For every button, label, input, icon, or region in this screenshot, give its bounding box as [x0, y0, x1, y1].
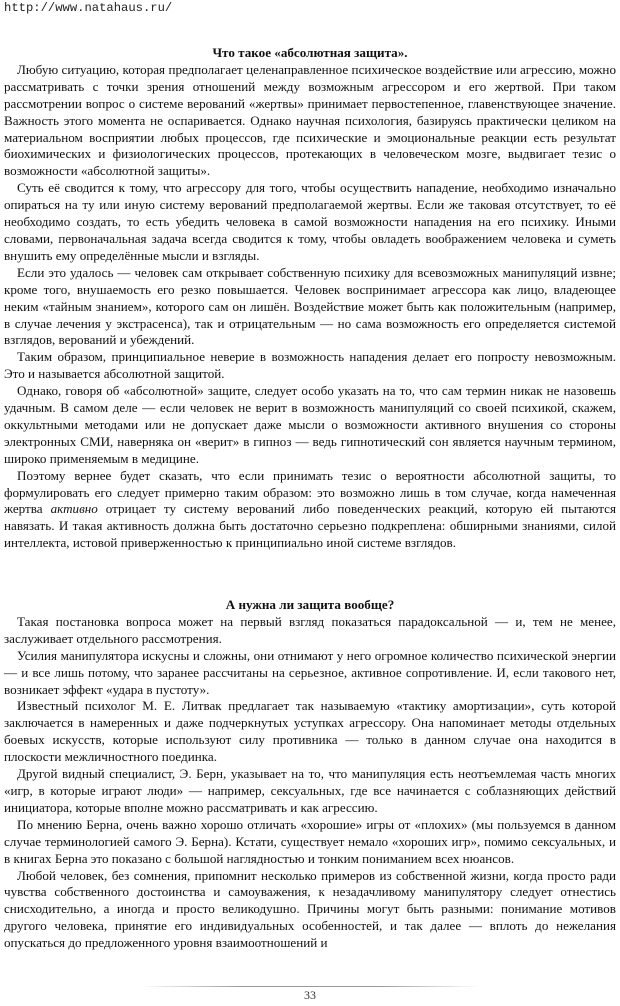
- paragraph-text: отрицает ту систему верований либо поведенческих реакций, которую ей пытаются навязать. И такая активность должна быть достаточно серьезно подкреплена: обширными знаниями, силой интеллекта, истовой приверженностью к принципиально иной системе взглядов.: [4, 501, 616, 551]
- paragraph: Если это удалось — человек сам открывает собственную психику для всевозможных манипуляций извне; кроме того, внушаемость его резко повышается. Человек воспринимает агрессора как лицо, владеющее неким «тайным знанием», которого сам он лишён. Воздействие может быть как положительным (например, в случае лечения у экстрасенса), так и отрицательным — но сама возможность его определяется системой взглядов, верований и убеждений.: [4, 264, 616, 348]
- paragraph: Суть её сводится к тому, что агрессору для того, чтобы осуществить нападение, необходимо изначально опираться на ту или иную систему верований предполагаемой жертвы. Если же таковая отсутствует, то её необходимо создать, то есть убедить человека в самой возможности нападения на его психику. Иными словами, первоначальная задача всегда сводится к тому, чтобы овладеть воображением человека и суметь внушить ему определённые мысли и взгляды.: [4, 180, 616, 263]
- footer-divider: [140, 986, 480, 987]
- paragraph: Известный психолог М. Е. Литвак предлагает так называемую «тактику амортизации», суть которой заключается в намеренных и даже подчеркнутых уступках агрессору. Она напоминает методы отдельных боевых искусств, которые используют силу противника — только в данном случае она находится в плоскости межличностного поединка.: [4, 698, 616, 765]
- section-title: А нужна ли защита вообще?: [225, 597, 395, 612]
- paragraph: [4, 468, 616, 553]
- paragraph: Другой видный специалист, Э. Берн, указывает на то, что манипуляция есть неотъемлемая часть многих «игр, в которые играют люди» — например, сексуальных, где все начинается с соблазняющих действий инициатора, которые вполне можно рассматривать и как агрессию.: [4, 766, 616, 815]
- paragraph: Таким образом, принципиальное неверие в возможность нападения делает его попросту невозможным. Это и называется абсолютной защитой.: [4, 349, 616, 382]
- paragraph: Любой человек, без сомнения, припомнит несколько примеров из собственной жизни, когда просто ради чувства собственного достоинства и самоуважения, к незадачливому манипулятору следует отнестись снисходительно, а иногда и просто великодушно. Причины могут быть разными: понимание мотивов другого человека, принятие его индивидуальных особенностей, и так далее — вплоть до нежелания опускаться до предложенного уровня взаимоотношений и: [4, 867, 616, 951]
- paragraph: Однако, говоря об «абсолютной» защите, следует особо указать на то, что сам термин никак не назовешь удачным. В самом деле — если человек не верит в возможность манипуляций со своей психикой, скажем, оккультными методами или не допускает даже мысли о возможности активного внушения со стороны электронных СМИ, наверняка он «верит» в гипноз — ведь гипнотический сон является научным термином, широко применяемым в медицине.: [4, 383, 616, 466]
- paragraph-text: Поэтому вернее будет сказать, что если принимать тезис о вероятности абсолютной защиты, то формулировать его следует примерно таким образом: это возможно лишь в том случае, когда намеченная жертва: [4, 467, 616, 517]
- page-number: 33: [304, 988, 316, 1002]
- paragraph: Такая постановка вопроса может на первый взгляд показаться парадоксальной — и, тем не менее, заслуживает отдельного рассмотрения.: [4, 613, 616, 646]
- section-absolute-defense: [4, 45, 616, 552]
- section-is-defense-needed: [4, 597, 616, 952]
- section-title: Что такое «абсолютная защита».: [212, 45, 408, 60]
- paragraph: Любую ситуацию, которая предполагает целенаправленное психическое воздействие или агрессию, можно рассматривать с точки зрения отношений между возможным агрессором и его жертвой. При таком рассмотрении вопрос о системе верований «жертвы» принимает первостепенное, главенствующее значение. Важность этого момента не оспаривается. Однако научная психология, базируясь практически целиком на материальном восприятии любых процессов, где психические и эмоциональные реакции есть результат биохимических и физиологических процессов, протекающих в человеческом мозге, выдвигает тезис о возможности «абсолютной защиты».: [4, 61, 616, 179]
- paragraph: Усилия манипулятора искусны и сложны, они отнимают у него огромное количество психической энергии — и все лишь потому, что заранее рассчитаны на серьезное, активное сопротивление. И, если такового нет, возникает эффект «удара в пустоту».: [4, 647, 616, 697]
- paragraph: По мнению Берна, очень важно хорошо отличать «хорошие» игры от «плохих» (мы пользуемся в данном случае терминологией самого Э. Берна). Кстати, существует немало «хороших игр», помимо сексуальных, и в книгах Берна это показано с большой наглядностью и тонким пониманием всех нюансов.: [4, 816, 616, 866]
- emphasis-text: активно: [50, 501, 98, 517]
- source-url[interactable]: http://www.natahaus.ru/: [4, 1, 173, 15]
